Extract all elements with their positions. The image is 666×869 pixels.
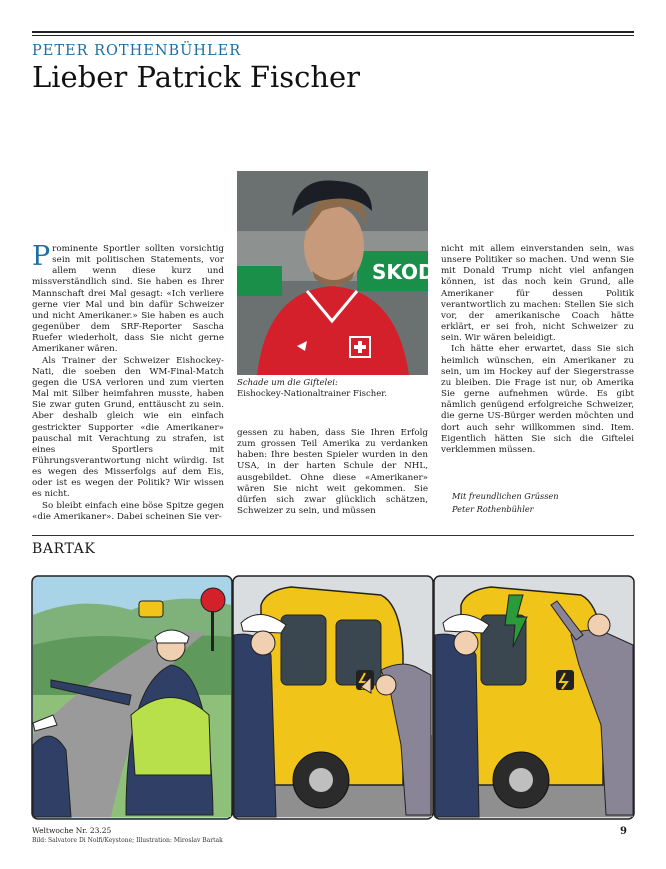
page-number: 9	[620, 826, 627, 837]
article-column-3	[441, 244, 634, 456]
article-title: Lieber Patrick Fischer	[32, 60, 361, 94]
section-divider	[32, 535, 634, 536]
cartoon-strip	[31, 575, 635, 820]
paragraph: Ich hätte eher erwartet, dass Sie sich heimlich wünschen, ein Amerikaner zu sein, um im Hockey auf der Siegerstrasse zu bleiben. Die Frage ist nur, ob Amerika Sie gerne aufnehmen würde. Es gibt nämlich genügend erfolgreiche Schweizer, die gerne US-Bürger werden möchten und dort auch sehr willkommen sind. Item. Eigentlich hätten Sie sich die Giftelei verklemmen müssen.	[441, 344, 634, 455]
signature-name: Peter Rothenbühler	[452, 503, 534, 514]
paragraph	[32, 241, 224, 356]
article-column-2	[237, 428, 428, 517]
photo-illustration	[237, 171, 435, 375]
closing-line: Mit freundlichen Grüssen	[452, 491, 559, 501]
paragraph: nicht mit allem einverstanden sein, was unsere Politiker so machen. Und wenn Sie mit Donald Trump nicht viel anfangen können, ist das noch kein Grund, alle Amerikaner für dessen Politik verantwortlich zu machen: Stellen Sie sich vor, der amerikanische Coach hätte erklärt, er sei froh, nicht Schweizer zu sein. Wir wären beleidigt.	[441, 244, 634, 344]
cartoon-panel-1	[32, 576, 232, 819]
caption-title: Schade um die Giftelei:	[237, 378, 338, 388]
top-rule	[32, 31, 634, 33]
sponsor-text: SKOD	[372, 260, 435, 284]
drop-cap: P	[32, 241, 51, 272]
cartoon-panel-2	[233, 576, 433, 819]
image-credits: Bild: Salvatore Di Nolfi/Keystone; Illustration: Miroslav Bartak	[32, 837, 223, 844]
paragraph: Als Trainer der Schweizer Eishockey-Nati, die soeben den WM-Final-Match gegen die USA verloren und zum vierten Mal mit Silber heimfahren musste, haben Sie zwar guten Grund, enttäuscht zu sein. Aber deshalb gleich wie ein einfach gestrickter Supporter «die Amerikaner» pauschal mit Verachtung zu strafen, ist eines Sportlers mit Führungsverantwortung nicht würdig. Ist es wegen des Misserfolgs auf dem Eis, oder ist es wegen der Politik? Wir wissen es nicht.	[32, 355, 224, 500]
caption-text: Eishockey-Nationaltrainer Fischer.	[237, 389, 388, 399]
photo-caption	[237, 378, 428, 400]
closing-signature	[452, 490, 559, 515]
cartoon-label: BARTAK	[32, 541, 96, 557]
top-rule-thin	[32, 35, 634, 36]
coach-photo	[237, 171, 435, 375]
paragraph: gessen zu haben, dass Sie Ihren Erfolg zum grossen Teil Amerika zu verdanken haben: Ihre besten Spieler wurden in den USA, in der harten Schule der NHL, ausgebildet. Ohne diese «Amerikaner» wären Sie nicht weit gekommen. Sie dürfen sich zwar glücklich schätzen, Schweizer zu sein, und müssen	[237, 428, 428, 517]
cartoon-illustration	[31, 575, 635, 820]
paragraph: So bleibt einfach eine böse Spitze gegen «die Amerikaner». Dabei scheinen Sie ver-	[32, 500, 224, 522]
paragraph-text: rominente Sportler sollten vorsichtig sein mit politischen Statements, vor allem wenn diese kurz und missverständlich sind. Sie haben es Ihrer Mannschaft drei Mal gesagt: «Ich verliere gerne vier Mal und bin dafür Schweizer und nicht Amerikaner.» Sie haben es auch gegenüber dem SRF-Reporter Sascha Ruefer wiederholt, dass Sie nicht gerne Amerikaner wären.	[32, 244, 224, 355]
author-name: PETER ROTHENBÜHLER	[32, 43, 242, 59]
cartoon-panel-3	[434, 576, 634, 819]
issue-info: Weltwoche Nr. 23.25	[32, 826, 112, 835]
article-column-1	[32, 241, 224, 523]
